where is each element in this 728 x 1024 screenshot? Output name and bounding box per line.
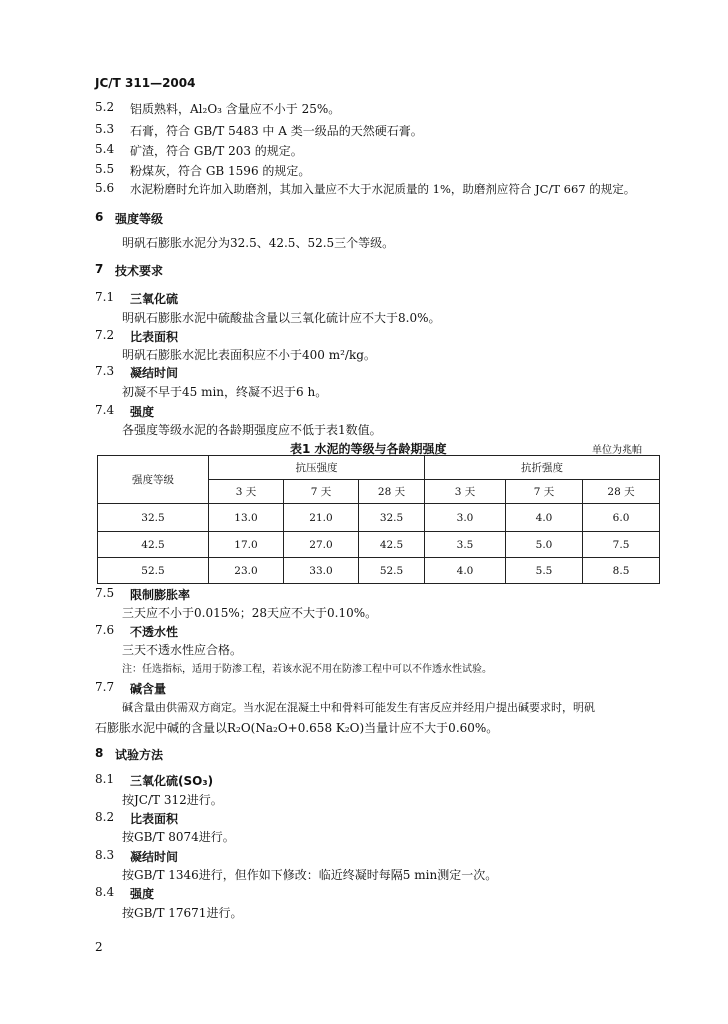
clause-number: 5.2 — [95, 100, 115, 114]
age-header: 3 天 — [425, 480, 506, 504]
clause-text: 明矾石膨胀水泥比表面积应不小于400 m²/kg。 — [122, 348, 376, 362]
strength-table — [97, 455, 660, 584]
age-header: 7 天 — [506, 480, 583, 504]
age-header: 7 天 — [284, 480, 359, 504]
clause-number: 7.7 — [95, 680, 115, 694]
value-cell: 3.5 — [425, 532, 506, 558]
clause-number: 7.2 — [95, 328, 115, 342]
clause-text: 石膨胀水泥中碱的含量以R₂O(Na₂O+0.658 K₂O)当量计应不大于0.60%。 — [95, 721, 499, 735]
value-cell: 27.0 — [284, 532, 359, 558]
value-cell: 17.0 — [209, 532, 284, 558]
clause-number: 7.3 — [95, 364, 115, 378]
value-cell: 32.5 — [359, 504, 425, 532]
page-number: 2 — [95, 940, 103, 954]
value-cell: 3.0 — [425, 504, 506, 532]
clause-text: 按JC/T 312进行。 — [122, 793, 223, 807]
grade-header: 强度等级 — [98, 456, 209, 504]
clause-title: 限制膨胀率 — [130, 588, 191, 602]
table-caption: 表1 水泥的等级与各龄期强度 — [290, 442, 447, 456]
section-text: 明矾石膨胀水泥分为32.5、42.5、52.5三个等级。 — [122, 236, 395, 250]
value-cell: 6.0 — [583, 504, 660, 532]
clause-text: 按GB/T 1346进行，但作如下修改：临近终凝时每隔5 min测定一次。 — [122, 868, 498, 882]
table-unit: 单位为兆帕 — [592, 445, 642, 456]
clause-number: 8.1 — [95, 772, 115, 786]
age-header: 28 天 — [583, 480, 660, 504]
clause-text: 按GB/T 8074进行。 — [122, 830, 235, 844]
grade-cell: 32.5 — [98, 504, 209, 532]
value-cell: 5.5 — [506, 558, 583, 584]
clause-text: 水泥粉磨时允许加入助磨剂，其加入量应不大于水泥质量的 1%，助磨剂应符合 JC/T 667 的规定。 — [130, 182, 636, 196]
grade-cell: 42.5 — [98, 532, 209, 558]
clause-number: 5.5 — [95, 162, 115, 176]
section-title: 强度等级 — [115, 212, 164, 226]
clause-title: 三氧化硫 — [130, 292, 179, 306]
clause-number: 5.4 — [95, 142, 115, 156]
age-header: 28 天 — [359, 480, 425, 504]
value-cell: 13.0 — [209, 504, 284, 532]
clause-number: 7.6 — [95, 623, 115, 637]
table-row — [98, 532, 660, 558]
clause-title: 强度 — [130, 887, 155, 901]
clause-number: 5.6 — [95, 181, 115, 195]
table-row — [98, 504, 660, 532]
clause-title: 不透水性 — [130, 625, 179, 639]
clause-text: 粉煤灰，符合 GB 1596 的规定。 — [130, 164, 311, 178]
value-cell: 52.5 — [359, 558, 425, 584]
section-number: 7 — [95, 262, 104, 276]
clause-title: 三氧化硫(SO₃) — [130, 774, 214, 788]
clause-text: 碱含量由供需双方商定。当水泥在混凝土中和骨料可能发生有害反应并经用户提出碱要求时，明矾 — [122, 701, 595, 714]
section-title: 试验方法 — [115, 748, 164, 762]
value-cell: 8.5 — [583, 558, 660, 584]
clause-title: 强度 — [130, 405, 155, 419]
clause-title: 比表面积 — [130, 330, 179, 344]
section-number: 6 — [95, 210, 104, 224]
section-number: 8 — [95, 746, 104, 760]
value-cell: 5.0 — [506, 532, 583, 558]
value-cell: 21.0 — [284, 504, 359, 532]
clause-number: 7.1 — [95, 290, 115, 304]
clause-number: 8.2 — [95, 810, 115, 824]
clause-number: 7.5 — [95, 586, 115, 600]
clause-number: 8.3 — [95, 848, 115, 862]
clause-text: 矿渣，符合 GB/T 203 的规定。 — [130, 144, 303, 158]
clause-number: 7.4 — [95, 403, 115, 417]
clause-text: 石膏，符合 GB/T 5483 中 A 类一级品的天然硬石膏。 — [130, 124, 423, 138]
value-cell: 4.0 — [425, 558, 506, 584]
clause-number: 8.4 — [95, 885, 115, 899]
value-cell: 7.5 — [583, 532, 660, 558]
clause-note: 注：任选指标，适用于防渗工程，若该水泥不用在防渗工程中可以不作透水性试验。 — [122, 664, 492, 675]
value-cell: 4.0 — [506, 504, 583, 532]
compressive-header: 抗压强度 — [209, 456, 425, 480]
value-cell: 42.5 — [359, 532, 425, 558]
clause-title: 碱含量 — [130, 682, 167, 696]
clause-text: 按GB/T 17671进行。 — [122, 906, 243, 920]
clause-text: 三天不透水性应合格。 — [122, 643, 243, 657]
clause-text: 各强度等级水泥的各龄期强度应不低于表1数值。 — [122, 423, 382, 437]
grade-cell: 52.5 — [98, 558, 209, 584]
clause-title: 比表面积 — [130, 812, 179, 826]
clause-title: 凝结时间 — [130, 366, 179, 380]
table-row — [98, 558, 660, 584]
section-title: 技术要求 — [115, 264, 164, 278]
document-header: JC/T 311—2004 — [95, 76, 196, 90]
age-header: 3 天 — [209, 480, 284, 504]
clause-number: 5.3 — [95, 122, 115, 136]
value-cell: 33.0 — [284, 558, 359, 584]
clause-title: 凝结时间 — [130, 850, 179, 864]
clause-text: 铝质熟料，Al₂O₃ 含量应不小于 25%。 — [130, 102, 341, 116]
value-cell: 23.0 — [209, 558, 284, 584]
clause-text: 初凝不早于45 min，终凝不迟于6 h。 — [122, 385, 328, 399]
flexural-header: 抗折强度 — [425, 456, 660, 480]
clause-text: 三天应不小于0.015%；28天应不大于0.10%。 — [122, 606, 378, 620]
clause-text: 明矾石膨胀水泥中硫酸盐含量以三氧化硫计应不大于8.0%。 — [122, 311, 441, 325]
